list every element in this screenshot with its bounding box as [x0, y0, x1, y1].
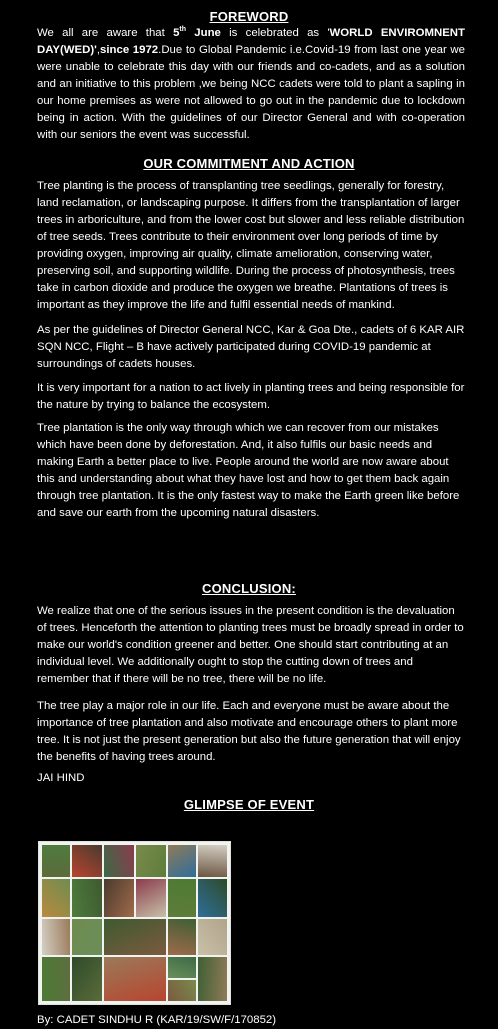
event-photo	[168, 980, 196, 1001]
event-photo	[104, 845, 134, 877]
event-photo	[198, 845, 227, 877]
event-photo	[198, 957, 227, 1001]
event-photo	[168, 957, 196, 978]
conclusion-signoff: JAI HIND	[37, 772, 85, 784]
commitment-paragraph-3: It is very important for a nation to act lively in planting trees and being responsible for the nature by trying to balance the ecosystem.	[37, 382, 465, 411]
conclusion-paragraph-2: The tree play a major role in our life. Each and everyone must be aware about the importance of tree plantation and also motivate and encourage others to plant more tree. It is not just the present generation but also the future generation that will enjoy the benefits of having trees around.	[37, 700, 461, 763]
event-photo	[198, 879, 227, 917]
event-photo	[168, 879, 196, 917]
conclusion-paragraph-1: We realize that one of the serious issues in the present condition is the devaluation of trees. Henceforth the attention to planting trees must be broadly spread in order to make our world's condition greener and better. One should start contributing at an individual level. We additionally ought to stop the cutting down of trees and remember that if there will be no tree, there will be no life.	[37, 605, 464, 685]
event-photo	[42, 919, 70, 955]
commitment-paragraph-2: As per the guidelines of Director General NCC, Kar & Goa Dte., cadets of 6 KAR AIR SQN NCC, Flight – B have actively participated during COVID-19 pandemic at surroundings of cadets houses.	[37, 324, 465, 370]
event-photo	[42, 879, 70, 917]
event-photo	[168, 919, 196, 955]
foreword-paragraph: We all are aware that 5th June is celebrated as 'WORLD ENVIROMNENT DAY(WED)',since 1972.Due to Global Pandemic i.e.Covid-19 from last one year we were unable to celebrate this day with our friends and co-cadets, and as a solution and an initiative to this problem ,we being NCC cadets were told to plant a sapling in our home premises as were not allowed to go out in the pandemic due to lockdown being in action. With the guidelines of our Director General and with co-operation with our seniors the event was successful.	[37, 26, 465, 141]
conclusion-heading: CONCLUSION:	[202, 581, 296, 596]
event-photo	[104, 879, 134, 917]
event-photo	[42, 957, 70, 1001]
event-photo	[136, 845, 166, 877]
event-photo-collage	[38, 841, 231, 1005]
event-photo	[72, 879, 102, 917]
commitment-paragraph-4: Tree plantation is the only way through which we can recover from our mistakes which have been done by deforestation. And, it also fulfils our basic needs and making Earth a better place to live. People around the world are now aware about this and understanding about what they have lost and how to get them back again through tree plantation. It is the only fastest way to make the Earth green like before and save our earth from the upcoming natural disasters.	[37, 422, 460, 519]
event-photo	[42, 845, 70, 877]
event-photo	[104, 919, 166, 955]
event-photo	[168, 845, 196, 877]
commitment-paragraph-1: Tree planting is the process of transplanting tree seedlings, generally for forestry, land reclamation, or landscaping purpose. It differs from the transplantation of larger trees in arboriculture, and from the lower cost but slower and less reliable distribution of tree seeds. Trees contribute to their environment over long periods of time by providing oxygen, improving air quality, climate amelioration, conserving water, preserving soil, and supporting wildlife. During the process of photosynthesis, trees take in carbon dioxide and produce the oxygen we breathe. Plantations of trees is important as they improve the life and fulfil essential needs of mankind.	[37, 180, 465, 311]
event-photo	[72, 845, 102, 877]
commitment-heading: OUR COMMITMENT AND ACTION	[143, 156, 355, 171]
event-photo	[72, 919, 102, 955]
author-byline: By: CADET SINDHU R (KAR/19/SW/F/170852)	[37, 1014, 277, 1026]
foreword-heading: FOREWORD	[209, 9, 289, 24]
event-photo	[72, 957, 102, 1001]
event-photo	[136, 879, 166, 917]
glimpse-heading: GLIMPSE OF EVENT	[183, 797, 315, 812]
event-photo	[198, 919, 227, 955]
event-photo	[104, 957, 166, 1001]
